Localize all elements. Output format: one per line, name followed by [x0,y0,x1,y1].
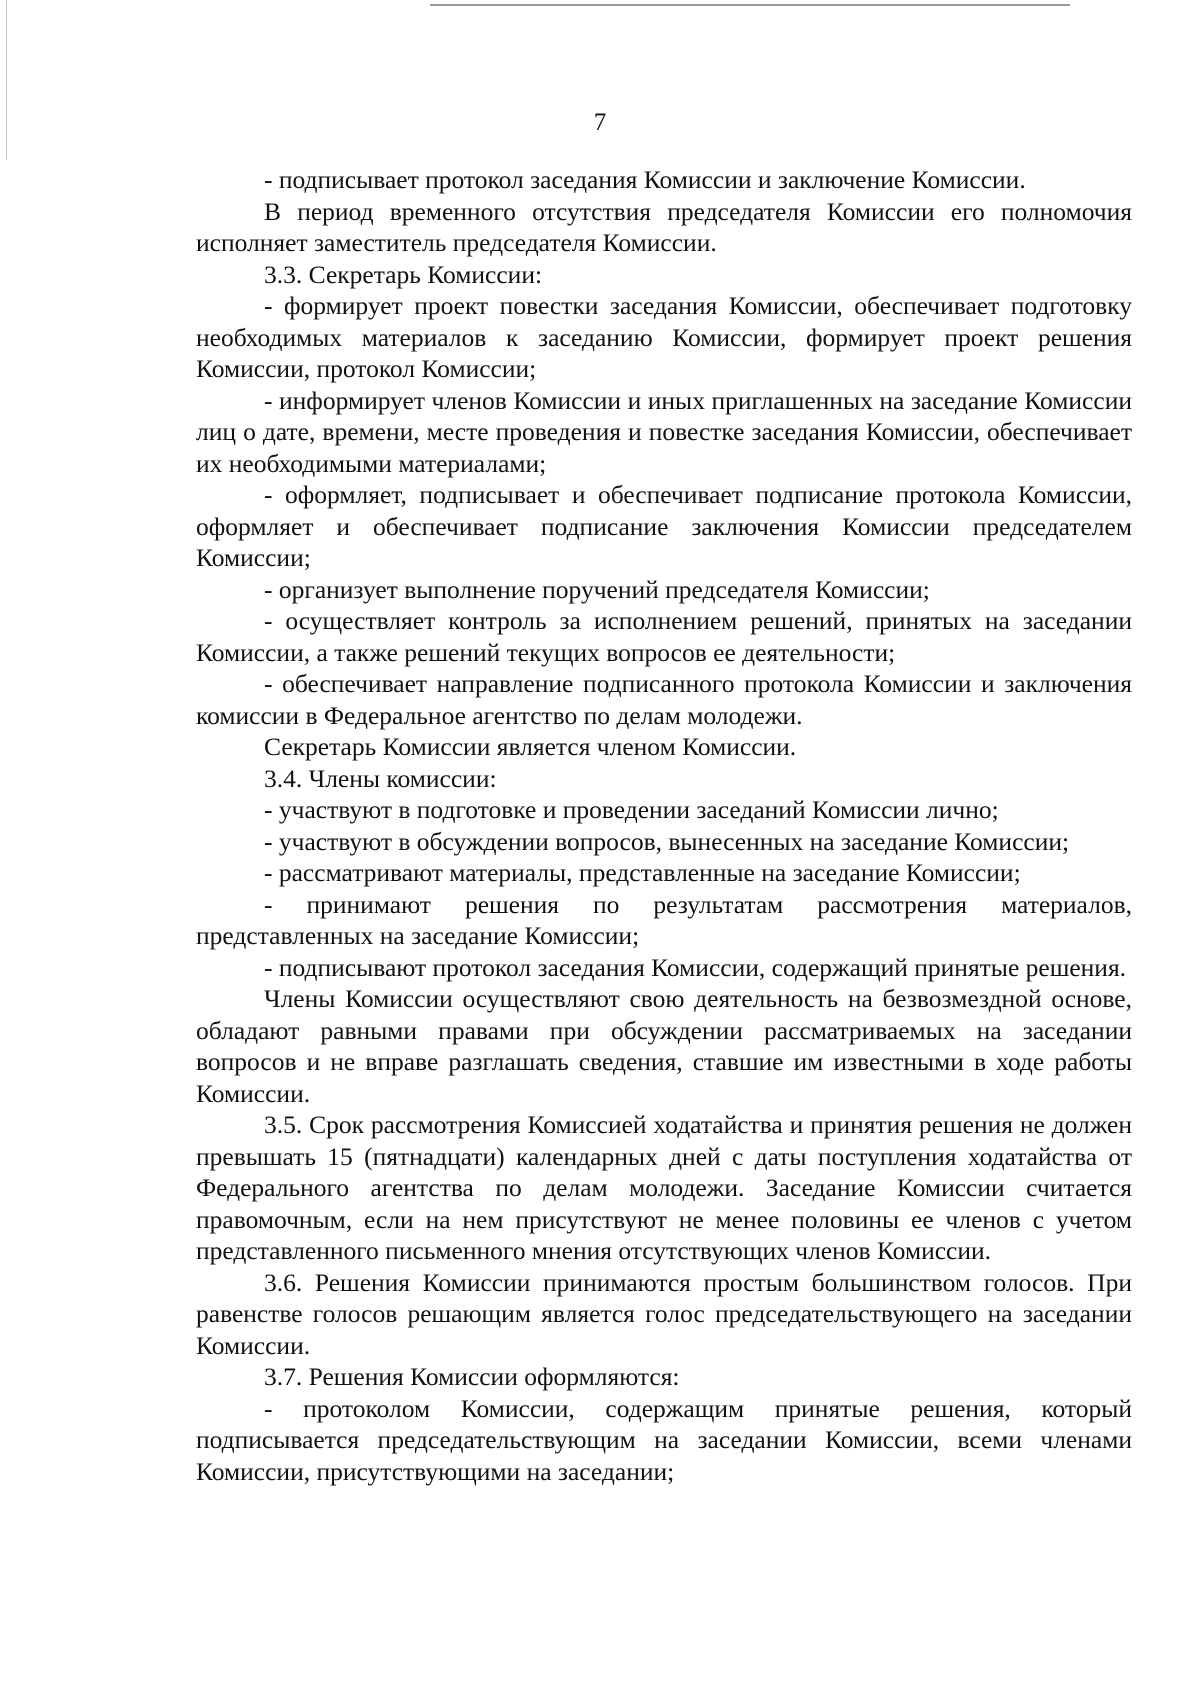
list-item: - оформляет, подписывает и обеспечивает подписание протокола Комиссии, оформляет и обеспечивает подписание заключения Комиссии председателем Комиссии; [196,480,1132,572]
section-paragraph: 3.6. Решения Комиссии принимаются простым большинством голосов. При равенстве голосов решающим является голос председательствующего на заседании Комиссии. [196,1267,1132,1360]
document-body [196,164,1132,1487]
paragraph: - подписывает протокол заседания Комиссии и заключение Комиссии. [264,165,1026,194]
section-heading: 3.4. Члены комиссии: [264,763,497,793]
list-item: - осуществляет контроль за исполнением решений, принятых на заседании Комиссии, а также решений текущих вопросов ее деятельности; [196,606,1132,667]
list-item: - подписывают протокол заседания Комиссии, содержащий принятые решения. [264,952,1127,982]
paragraph: Члены Комиссии осуществляют свою деятельность на безвозмездной основе, обладают равными правами при обсуждении рассматриваемых на заседании вопросов и не вправе разглашать сведения, ставшие им известными в ходе работы Комиссии. [196,984,1132,1108]
page-number: 7 [593,109,607,136]
section-paragraph: 3.5. Срок рассмотрения Комиссией ходатайства и принятия решения не должен превышать 15 (пятнадцати) календарных дней с даты поступления ходатайства от Федерального агентства по делам молодежи. Заседание Комиссии считается правомочным, если на нем присутствуют не менее половины ее членов с учетом представленного письменного мнения отсутствующих членов Комиссии. [196,1110,1132,1265]
list-item: - обеспечивает направление подписанного протокола Комиссии и заключения комиссии в Федеральное агентство по делам молодежи. [196,669,1132,730]
list-item: - информирует членов Комиссии и иных приглашенных на заседание Комиссии лиц о дате, времени, месте проведения и повестке заседания Комиссии, обеспечивает их необходимыми материалами; [196,385,1132,478]
list-item: - протоколом Комиссии, содержащим принятые решения, который подписывается председательствующим на заседании Комиссии, всеми членами Комиссии, присутствующими на заседании; [196,1393,1132,1486]
scan-edge-line [430,4,1070,6]
list-item: - рассматривают материалы, представленные на заседание Комиссии; [264,858,1021,887]
list-item: - участвуют в подготовке и проведении заседаний Комиссии лично; [264,795,999,824]
section-heading: 3.7. Решения Комиссии оформляются: [264,1362,680,1391]
paragraph: В период временного отсутствия председателя Комиссии его полномочия исполняет заместитель председателя Комиссии. [196,196,1132,257]
list-item: - участвуют в обсуждении вопросов, вынесенных на заседание Комиссии; [264,826,1070,856]
list-item: - формирует проект повестки заседания Комиссии, обеспечивает подготовку необходимых материалов к заседанию Комиссии, формирует проект решения Комиссии, протокол Комиссии; [196,291,1132,383]
list-item: - принимают решения по результатам рассмотрения материалов, представленных на заседание Комиссии; [196,889,1132,950]
list-item: - организует выполнение поручений председателя Комиссии; [264,574,930,604]
section-heading: 3.3. Секретарь Комиссии: [264,259,543,289]
paragraph: Секретарь Комиссии является членом Комиссии. [264,732,797,761]
